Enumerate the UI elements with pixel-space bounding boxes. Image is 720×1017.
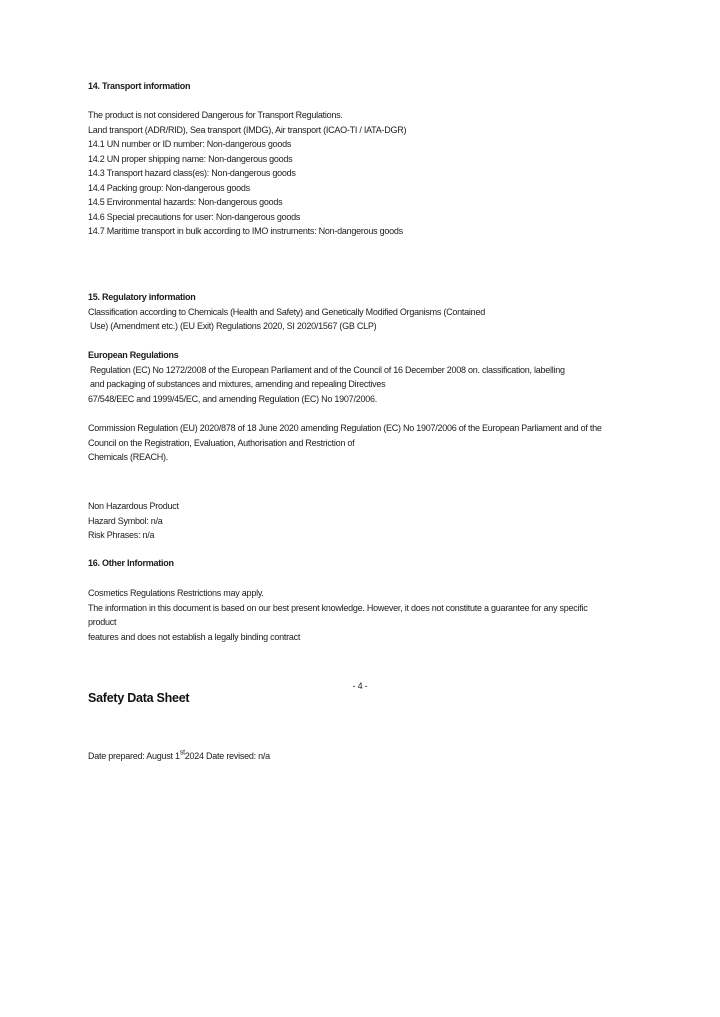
commission-regulation-paragraph [88,421,602,465]
hazard-summary-line: Hazard Symbol: n/a [88,515,163,526]
transport-item-line: 14.7 Maritime transport in bulk according to IMO instruments: Non-dangerous goods [88,226,403,236]
section-other-body [88,586,588,644]
section-heading-regulatory: 15. Regulatory information [88,292,196,302]
section-heading-other: 16. Other Information [88,558,174,568]
section-european-regulations [88,348,565,406]
date-prepared-text: Date prepared: August 1 [88,751,180,761]
commission-regulation-line: Chemicals (REACH). [88,452,169,462]
section-transport-heading-block [88,79,190,94]
european-regulations-line: 67/548/EEC and 1999/45/EC, and amending Regulation (EC) No 1907/2006. [88,393,377,404]
transport-item-line: 14.1 UN number or ID number: Non-dangerous goods [88,139,292,149]
commission-regulation-line: Commission Regulation (EU) 2020/878 of 18 June 2020 amending Regulation (EC) No 1907/2006 of the European Parliament and of the [88,423,602,433]
section-transport-body [88,108,406,239]
transport-item-line: 14.6 Special precautions for user: Non-dangerous goods [88,211,301,222]
hazard-summary [88,499,179,543]
european-regulations-line: and packaging of substances and mixtures, amending and repealing Directives [90,379,386,389]
document-title: Safety Data Sheet [88,691,190,705]
other-info-line: Cosmetics Regulations Restrictions may apply. [88,588,264,598]
other-info-line: The information in this document is based on our best present knowledge. However, it does not constitute a guarantee for any specific [88,602,588,613]
other-info-line: product [88,617,117,627]
hazard-summary-line: Risk Phrases: n/a [88,530,155,540]
other-info-line: features and does not establish a legally binding contract [88,631,301,642]
commission-regulation-line: Council on the Registration, Evaluation, Authorisation and Restriction of [88,437,355,448]
european-regulations-line: Regulation (EC) No 1272/2008 of the European Parliament and of the Council of 16 December 2008 on. classification, labelling [90,364,565,375]
date-line [88,749,270,764]
transport-item-line: 14.5 Environmental hazards: Non-dangerous goods [88,197,283,207]
date-revised-text: 2024 Date revised: n/a [184,751,270,761]
page-number: - 4 - [352,681,368,691]
hazard-summary-line: Non Hazardous Product [88,501,179,511]
date-ordinal-superscript: st [179,749,185,757]
transport-intro-line: Land transport (ADR/RID), Sea transport (IMDG), Air transport (ICAO-TI / IATA-DGR) [88,124,407,135]
transport-item-line: 14.4 Packing group: Non-dangerous goods [88,182,250,193]
section-regulatory [88,290,485,334]
transport-item-line: 14.2 UN proper shipping name: Non-dangerous goods [88,153,293,164]
transport-intro-line: The product is not considered Dangerous for Transport Regulations. [88,110,343,120]
section-other-heading-block [88,556,174,571]
european-regulations-heading: European Regulations [88,350,179,360]
regulatory-classification-line: Classification according to Chemicals (Health and Safety) and Genetically Modified Organisms (Contained [88,306,485,317]
section-heading-transport: 14. Transport information [88,81,191,91]
regulatory-classification-line: Use) (Amendment etc.) (EU Exit) Regulations 2020, SI 2020/1567 (GB CLP) [90,321,377,331]
transport-item-line: 14.3 Transport hazard class(es): Non-dangerous goods [88,168,296,178]
